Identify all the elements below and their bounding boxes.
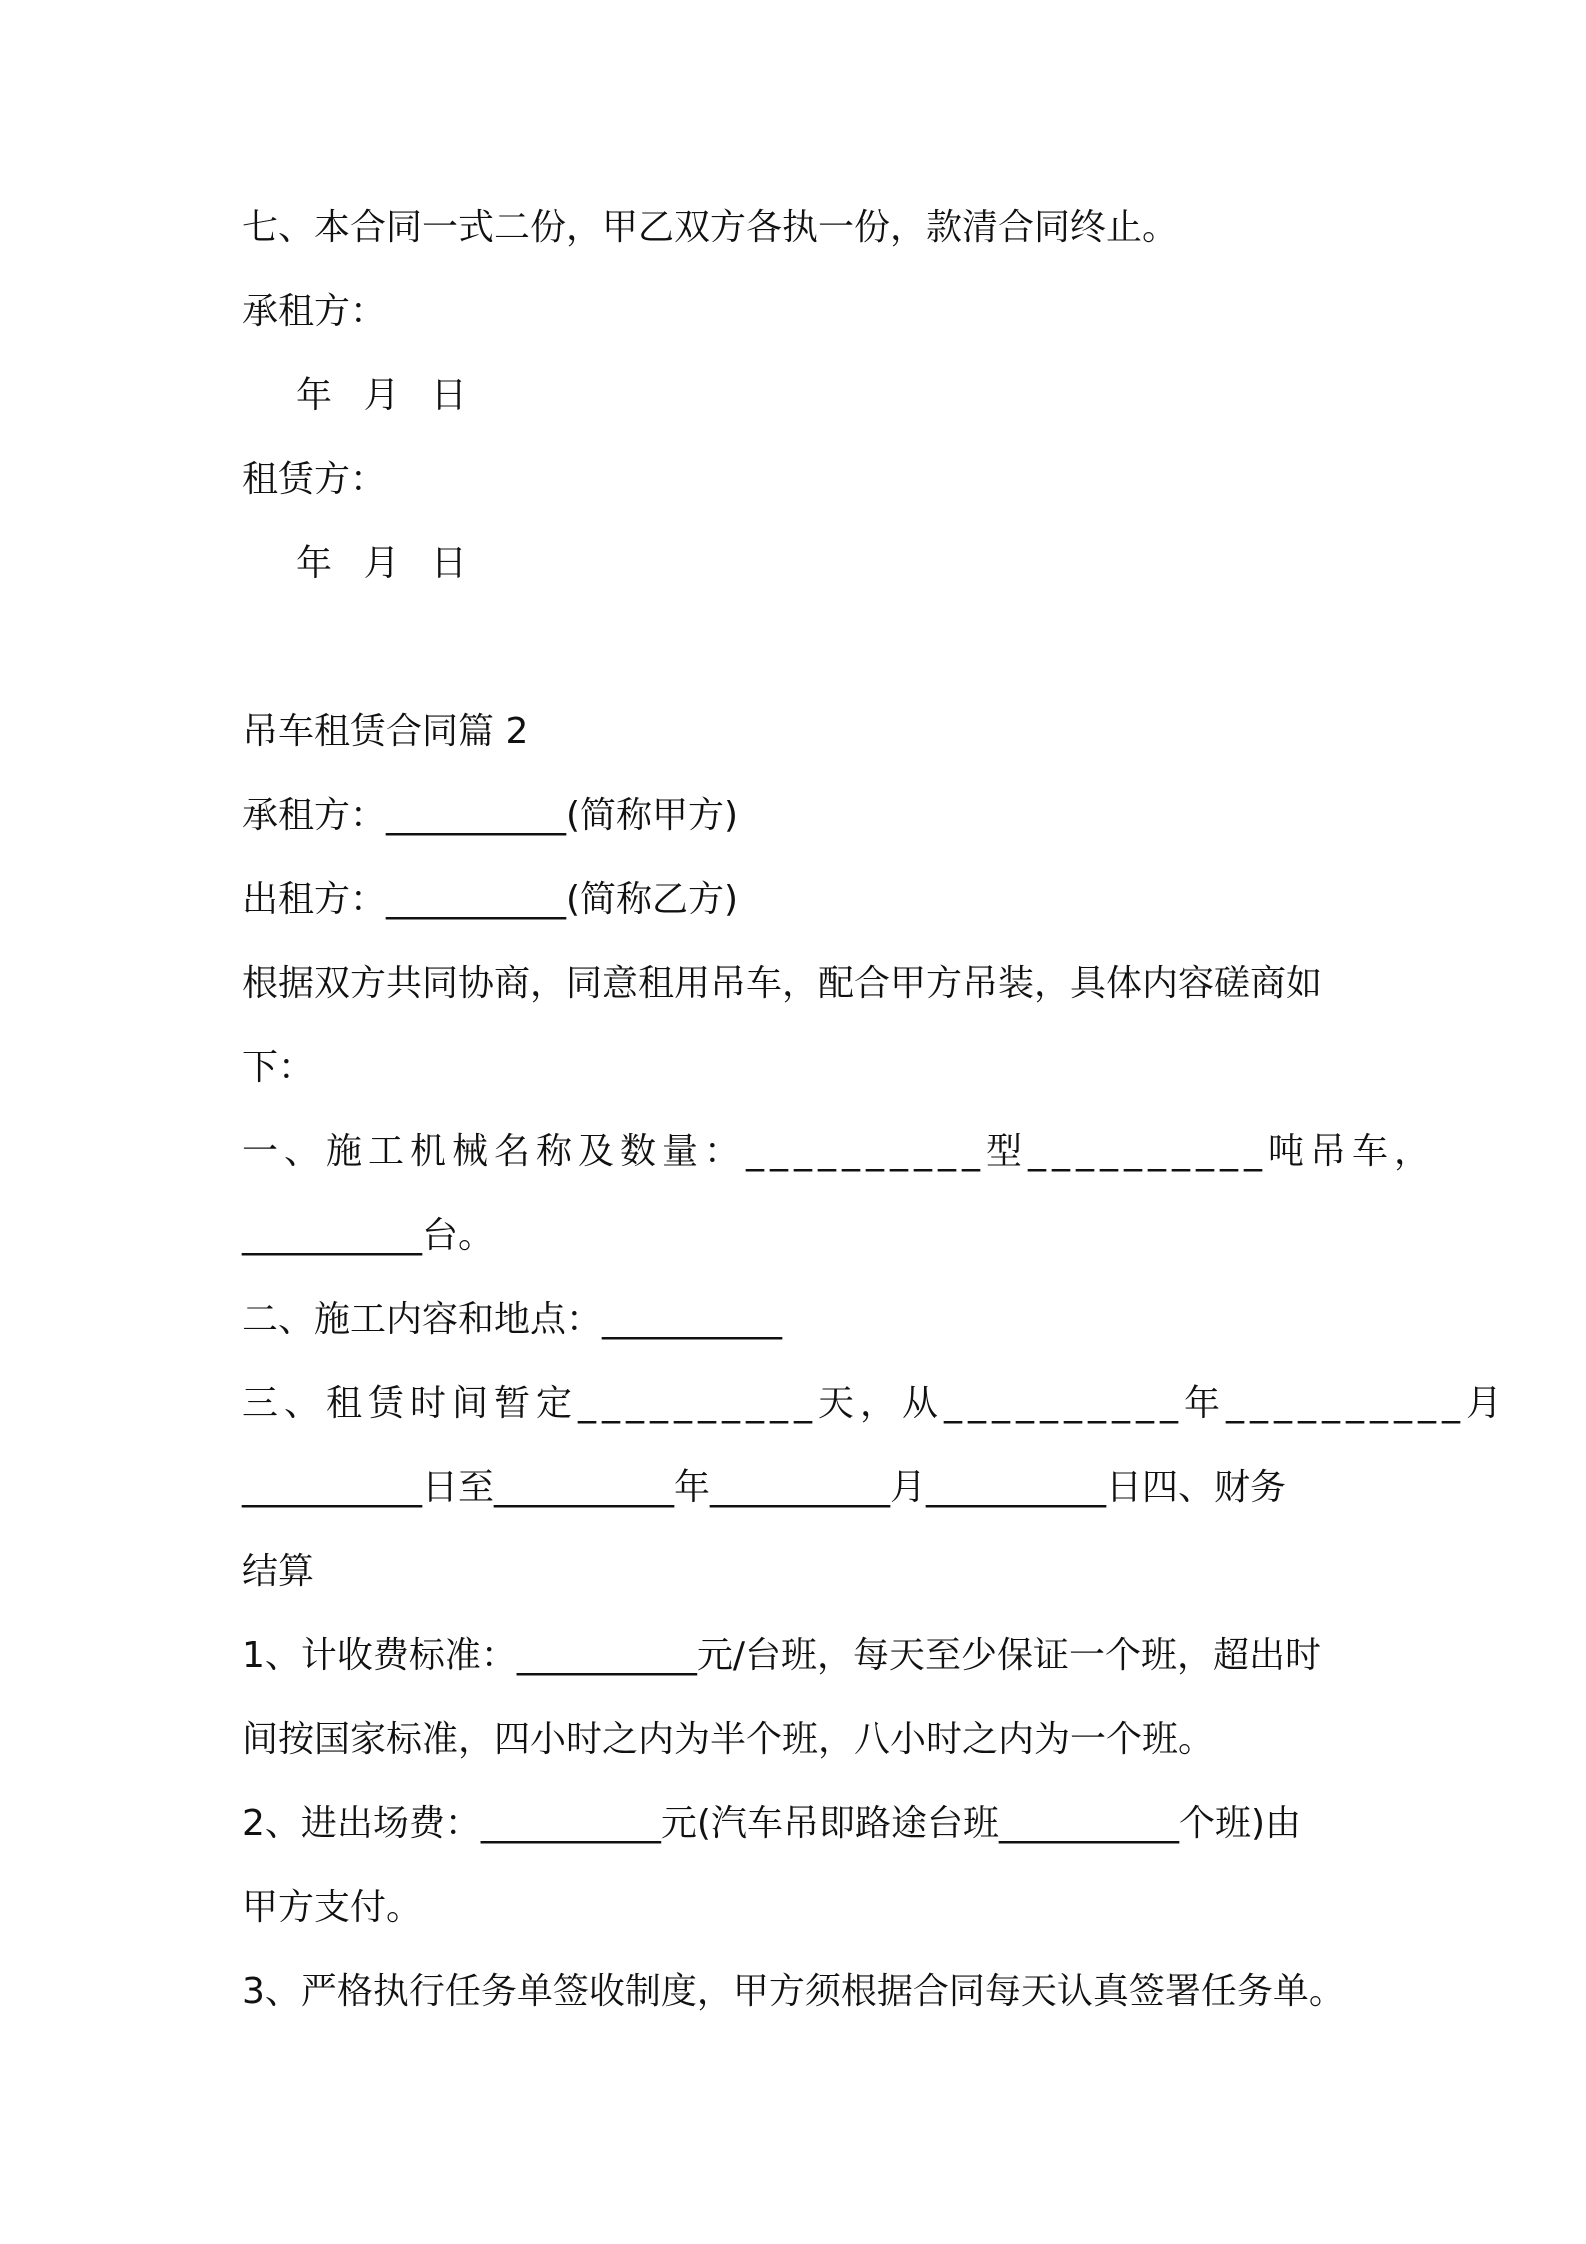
fee-standard-line-1: 1、计收费标准：__________元/台班，每天至少保证一个班，超出时 [242, 1635, 1322, 1676]
lessee-field: 承租方：__________(简称甲方) [242, 795, 739, 836]
intro-paragraph-line-2: 下： [242, 1047, 315, 1088]
intro-paragraph-line-1: 根据双方共同协商，同意租用吊车，配合甲方吊装，具体内容磋商如 [242, 963, 1323, 1004]
lessee-signature-label: 承租方： [242, 291, 387, 332]
lessee-signature-date: 年 月 日 [296, 375, 477, 416]
clause-four-heading: 结算 [242, 1551, 315, 1592]
clause-three-line-2: __________日至__________年__________月__________日四、财务 [242, 1467, 1287, 1508]
entry-exit-fee-line-1: 2、进出场费：__________元(汽车吊即路途台班__________个班)由 [242, 1803, 1301, 1844]
clause-three-line-1: 三、租赁时间暂定__________天，从__________年__________月 [242, 1383, 1509, 1424]
clause-two: 二、施工内容和地点：__________ [242, 1299, 783, 1340]
contract-title: 吊车租赁合同篇 2 [242, 711, 529, 752]
clause-one-line-1: 一、施工机械名称及数量：__________型__________吨吊车， [242, 1131, 1437, 1172]
lessor-field: 出租方：__________(简称乙方) [242, 879, 739, 920]
lessor-signature-date: 年 月 日 [296, 543, 477, 584]
clause-one-line-2: __________台。 [242, 1215, 495, 1256]
clause-seven: 七、本合同一式二份，甲乙双方各执一份，款清合同终止。 [242, 207, 1179, 248]
lessor-signature-label: 租赁方： [242, 459, 387, 500]
fee-standard-line-2: 间按国家标准，四小时之内为半个班，八小时之内为一个班。 [242, 1719, 1215, 1760]
task-sheet-rule: 3、严格执行任务单签收制度，甲方须根据合同每天认真签署任务单。 [242, 1971, 1345, 2012]
entry-exit-fee-line-2: 甲方支付。 [242, 1887, 423, 1928]
